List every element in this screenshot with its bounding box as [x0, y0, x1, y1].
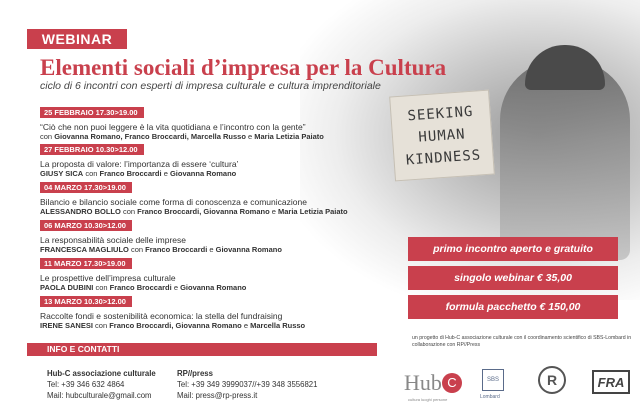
page-title: Elementi sociali d’impresa per la Cultura	[40, 55, 447, 80]
session-title: “Ciò che non puoi leggere è la vita quotidiana e l’incontro con la gente”	[40, 122, 306, 132]
hubc-logo-tagline: cultura luoghi persone	[408, 397, 448, 402]
project-note: un progetto di Hub-C associazione culturale con il coordinamento scientifico di SBS-Lombard in collaborazione con RP//Press	[412, 335, 632, 348]
photo-sign	[389, 90, 495, 182]
contact-email[interactable]: Mail: press@rp-press.it	[177, 391, 258, 400]
session-4	[40, 215, 282, 255]
session-speakers: con Giovanna Romano, Franco Broccardi, Marcella Russo e Maria Letizia Paiato	[40, 132, 324, 141]
session-2	[40, 139, 238, 179]
session-1	[40, 102, 324, 142]
session-date: 25 FEBBRAIO 17.30>19.00	[40, 107, 144, 118]
hubc-logo: Hub C	[404, 370, 462, 396]
page-subtitle: ciclo di 6 incontri con esperti di impresa culturale e cultura imprenditoriale	[40, 80, 381, 92]
sbs-logo-sub: Lombard	[480, 394, 500, 400]
contact-name: Hub-C associazione culturale	[47, 369, 156, 378]
photo-figure	[500, 60, 630, 260]
session-speakers: GIUSY SICA con Franco Broccardi e Giovanna Romano	[40, 169, 237, 178]
contact-rppress	[177, 368, 317, 401]
session-date: 06 MARZO 10.30>12.00	[40, 220, 132, 231]
session-6	[40, 291, 305, 331]
session-date: 27 FEBBRAIO 10.30>12.00	[40, 144, 144, 155]
contact-phone[interactable]: Tel: +39 346 632 4864	[47, 380, 125, 389]
info-heading: INFO E CONTATTI	[27, 343, 377, 356]
session-5	[40, 253, 246, 293]
session-speakers: IRENE SANESI con Franco Broccardi, Giovanna Romano e Marcella Russo	[40, 321, 306, 330]
price-first-free: primo incontro aperto e gratuito	[408, 237, 618, 261]
session-speakers: PAOLA DUBINI con Franco Broccardi e Giovanna Romano	[40, 283, 247, 292]
session-title: Bilancio e bilancio sociale come forma di conoscenza e comunicazione	[40, 197, 307, 207]
session-title: Raccolte fondi e sostenibilità economica: la stella del fundraising	[40, 311, 283, 321]
sign-line-1: SEEKING	[406, 103, 474, 124]
rp-press-logo: R	[538, 366, 566, 394]
price-single-webinar: singolo webinar € 35,00	[408, 266, 618, 290]
session-title: Le prospettive dell’impresa culturale	[40, 273, 176, 283]
contact-phone[interactable]: Tel: +39 349 3999037//+39 348 3556821	[177, 380, 318, 389]
sign-line-3: KINDNESS	[405, 146, 482, 169]
session-date: 04 MARZO 17.30>19.00	[40, 182, 132, 193]
contact-hubc	[47, 368, 156, 401]
sign-line-2: HUMAN	[417, 125, 467, 146]
contact-name: RP//press	[177, 369, 213, 378]
contact-email[interactable]: Mail: hubculturale@gmail.com	[47, 391, 152, 400]
session-speakers: ALESSANDRO BOLLO con Franco Broccardi, Giovanna Romano e Maria Letizia Paiato	[40, 207, 348, 216]
session-3	[40, 177, 348, 217]
fra-logo: FRA	[592, 370, 630, 394]
session-speakers: FRANCESCA MAGLIULO con Franco Broccardi e Giovanna Romano	[40, 245, 282, 254]
partner-logos	[404, 364, 640, 414]
webinar-badge: WEBINAR	[27, 29, 127, 49]
sbs-logo: SBS	[482, 369, 504, 391]
session-date: 13 MARZO 10.30>12.00	[40, 296, 132, 307]
price-package: formula pacchetto € 150,00	[408, 295, 618, 319]
session-date: 11 MARZO 17.30>19.00	[40, 258, 132, 269]
session-title: La proposta di valore: l’importanza di essere ‘cultura’	[40, 159, 239, 169]
photo-hat	[525, 45, 605, 90]
session-title: La responsabilità sociale delle imprese	[40, 235, 186, 245]
